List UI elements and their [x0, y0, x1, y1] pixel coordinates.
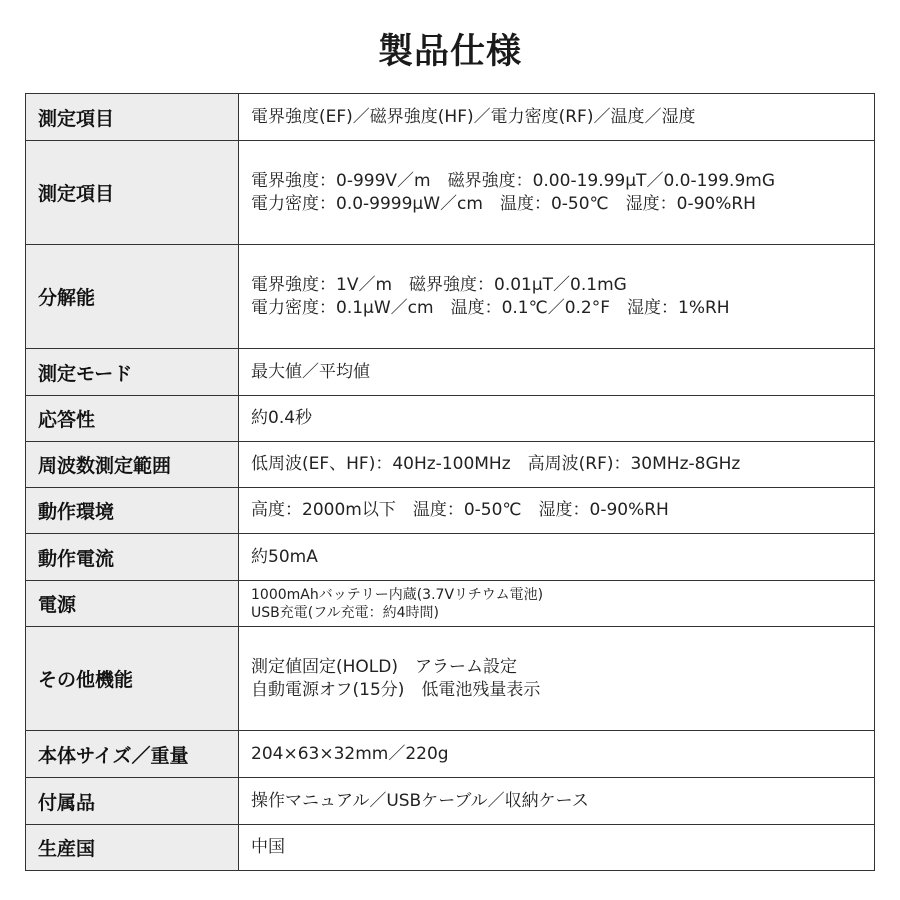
- value-line: 約50mA: [251, 546, 318, 567]
- table-row: [26, 349, 875, 396]
- row-label: その他機能: [26, 627, 239, 731]
- row-label: 応答性: [26, 396, 239, 442]
- value-line: 中国: [251, 837, 285, 857]
- row-label: 動作電流: [26, 534, 239, 581]
- row-value: [239, 731, 875, 778]
- table-row: [26, 581, 875, 627]
- table-row: [26, 534, 875, 581]
- row-value: [239, 442, 875, 488]
- value-line: 204×63×32mm／220g: [251, 743, 449, 764]
- value-line: 操作マニュアル／USBケーブル／収納ケース: [251, 790, 589, 811]
- row-label: 動作環境: [26, 488, 239, 534]
- row-value: [239, 349, 875, 396]
- row-label: 分解能: [26, 245, 239, 349]
- row-value: [239, 396, 875, 442]
- table-row: [26, 627, 875, 731]
- row-value: [239, 141, 875, 245]
- row-value: [239, 488, 875, 534]
- row-label: 測定項目: [26, 141, 239, 245]
- row-value: [239, 534, 875, 581]
- table-row: [26, 442, 875, 488]
- row-value: [239, 581, 875, 627]
- row-label: 本体サイズ／重量: [26, 731, 239, 778]
- row-label: 測定項目: [26, 94, 239, 141]
- table-row: [26, 488, 875, 534]
- table-row: [26, 245, 875, 349]
- value-line: 最大値／平均値: [251, 361, 370, 382]
- row-value: [239, 825, 875, 871]
- row-label: 周波数測定範囲: [26, 442, 239, 488]
- value-line: 測定値固定(HOLD) アラーム設定: [251, 656, 517, 677]
- row-label: 電源: [26, 581, 239, 627]
- table-row: [26, 731, 875, 778]
- value-line: 約0.4秒: [251, 408, 313, 428]
- row-label: 測定モード: [26, 349, 239, 396]
- row-label: 生産国: [26, 825, 239, 871]
- value-line: 自動電源オフ(15分) 低電池残量表示: [251, 679, 541, 700]
- value-line: 電界強度(EF)／磁界強度(HF)／電力密度(RF)／温度／湿度: [251, 106, 696, 127]
- value-line: 電界強度：0-999V／m 磁界強度：0.00-19.99μT／0.0-199.9mG: [251, 170, 776, 191]
- row-value: [239, 94, 875, 141]
- spec-table: [25, 93, 875, 871]
- value-line: 電力密度：0.1μW／cm 温度：0.1℃／0.2°F 湿度：1%RH: [251, 297, 730, 318]
- value-line: 電界強度：1V／m 磁界強度：0.01μT／0.1mG: [251, 274, 627, 295]
- value-line: 低周波(EF、HF)：40Hz-100MHz 高周波(RF)：30MHz-8GHz: [251, 454, 741, 474]
- value-line: 電力密度：0.0-9999μW／cm 温度：0-50℃ 湿度：0-90%RH: [251, 193, 756, 214]
- row-value: [239, 245, 875, 349]
- table-row: [26, 94, 875, 141]
- table-row: [26, 396, 875, 442]
- page-title: 製品仕様: [377, 32, 522, 72]
- table-row: [26, 825, 875, 871]
- value-line: 1000mAhバッテリー内蔵(3.7Vリチウム電池): [251, 586, 544, 603]
- table-row: [26, 141, 875, 245]
- row-value: [239, 778, 875, 825]
- table-row: [26, 778, 875, 825]
- row-value: [239, 627, 875, 731]
- value-line: 高度：2000m以下 温度：0-50℃ 湿度：0-90%RH: [251, 500, 669, 520]
- row-label: 付属品: [26, 778, 239, 825]
- value-line: USB充電(フル充電：約4時間): [251, 604, 440, 621]
